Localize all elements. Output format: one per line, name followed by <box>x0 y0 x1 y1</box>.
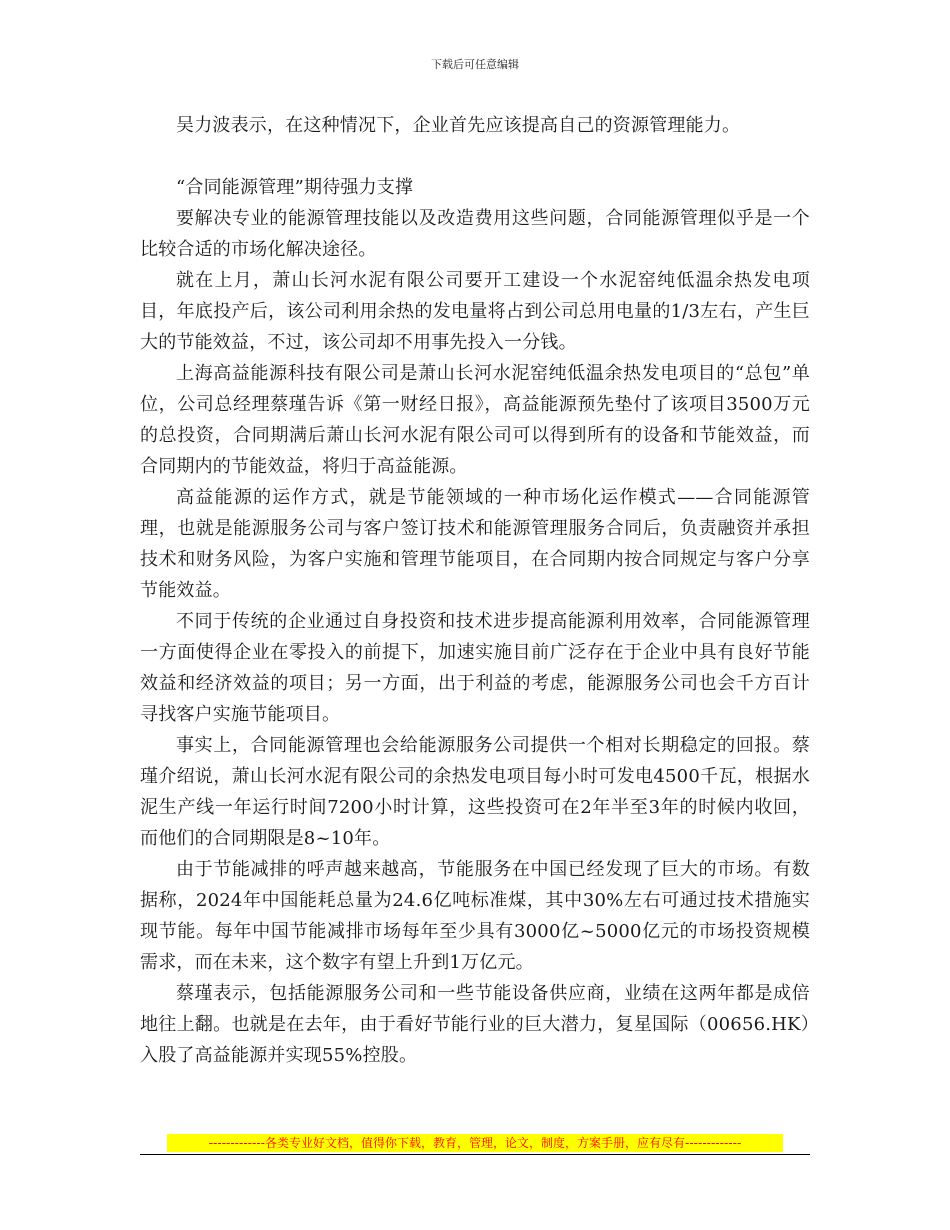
footer-divider <box>140 1154 810 1155</box>
paragraph: 由于节能减排的呼声越来越高，节能服务在中国已经发现了巨大的市场。有数据称，2024年中国能耗总量为24.6亿吨标准煤，其中30%左右可通过技术措施实现节能。每年中国节能减排市场每年至少具有3000亿~5000亿元的市场投资规模需求，而在未来，这个数字有望上升到1万亿元。 <box>140 859 810 973</box>
section-heading: “合同能源管理”期待强力支撑 <box>176 177 414 198</box>
paragraph: 事实上，合同能源管理也会给能源服务公司提供一个相对长期稳定的回报。蔡瑾介绍说，萧山长河水泥有限公司的余热发电项目每小时可发电4500千瓦，根据水泥生产线一年运行时间7200小时计算，这些投资可在2年半至3年的时候内收回，而他们的合同期限是8~10年。 <box>140 735 810 849</box>
document-body <box>140 110 810 1071</box>
footer-banner: -------------各类专业好文档，值得你下载，教育，管理，论文，制度，方案手册，应有尽有------------- <box>167 1134 783 1152</box>
paragraph: 高益能源的运作方式，就是节能领域的一种市场化运作模式——合同能源管理，也就是能源服务公司与客户签订技术和能源管理服务合同后，负责融资并承担技术和财务风险，为客户实施和管理节能项目，在合同期内按合同规定与客户分享节能效益。 <box>140 487 810 601</box>
paragraph-intro: 吴力波表示，在这种情况下，企业首先应该提高自己的资源管理能力。 <box>176 115 741 136</box>
page-header: 下载后可任意编辑 <box>431 58 519 71</box>
paragraph: 上海高益能源科技有限公司是萧山长河水泥窑纯低温余热发电项目的“总包”单位，公司总经理蔡瑾告诉《第一财经日报》，高益能源预先垫付了该项目3500万元的总投资，合同期满后萧山长河水泥有限公司可以得到所有的设备和节能效益，而合同期内的节能效益，将归于高益能源。 <box>140 363 810 477</box>
paragraph: 要解决专业的能源管理技能以及改造费用这些问题，合同能源管理似乎是一个比较合适的市场化解决途径。 <box>140 208 810 260</box>
paragraph: 不同于传统的企业通过自身投资和技术进步提高能源利用效率，合同能源管理一方面使得企业在零投入的前提下，加速实施目前广泛存在于企业中具有良好节能效益和经济效益的项目；另一方面，出于利益的考虑，能源服务公司也会千方百计寻找客户实施节能项目。 <box>140 611 810 725</box>
paragraph: 蔡瑾表示，包括能源服务公司和一些节能设备供应商，业绩在这两年都是成倍地往上翻。也就是在去年，由于看好节能行业的巨大潜力，复星国际（00656.HK）入股了高益能源并实现55%控股。 <box>140 983 810 1066</box>
paragraph: 就在上月，萧山长河水泥有限公司要开工建设一个水泥窑纯低温余热发电项目，年底投产后，该公司利用余热的发电量将占到公司总用电量的1/3左右，产生巨大的节能效益，不过，该公司却不用事先投入一分钱。 <box>140 270 810 353</box>
